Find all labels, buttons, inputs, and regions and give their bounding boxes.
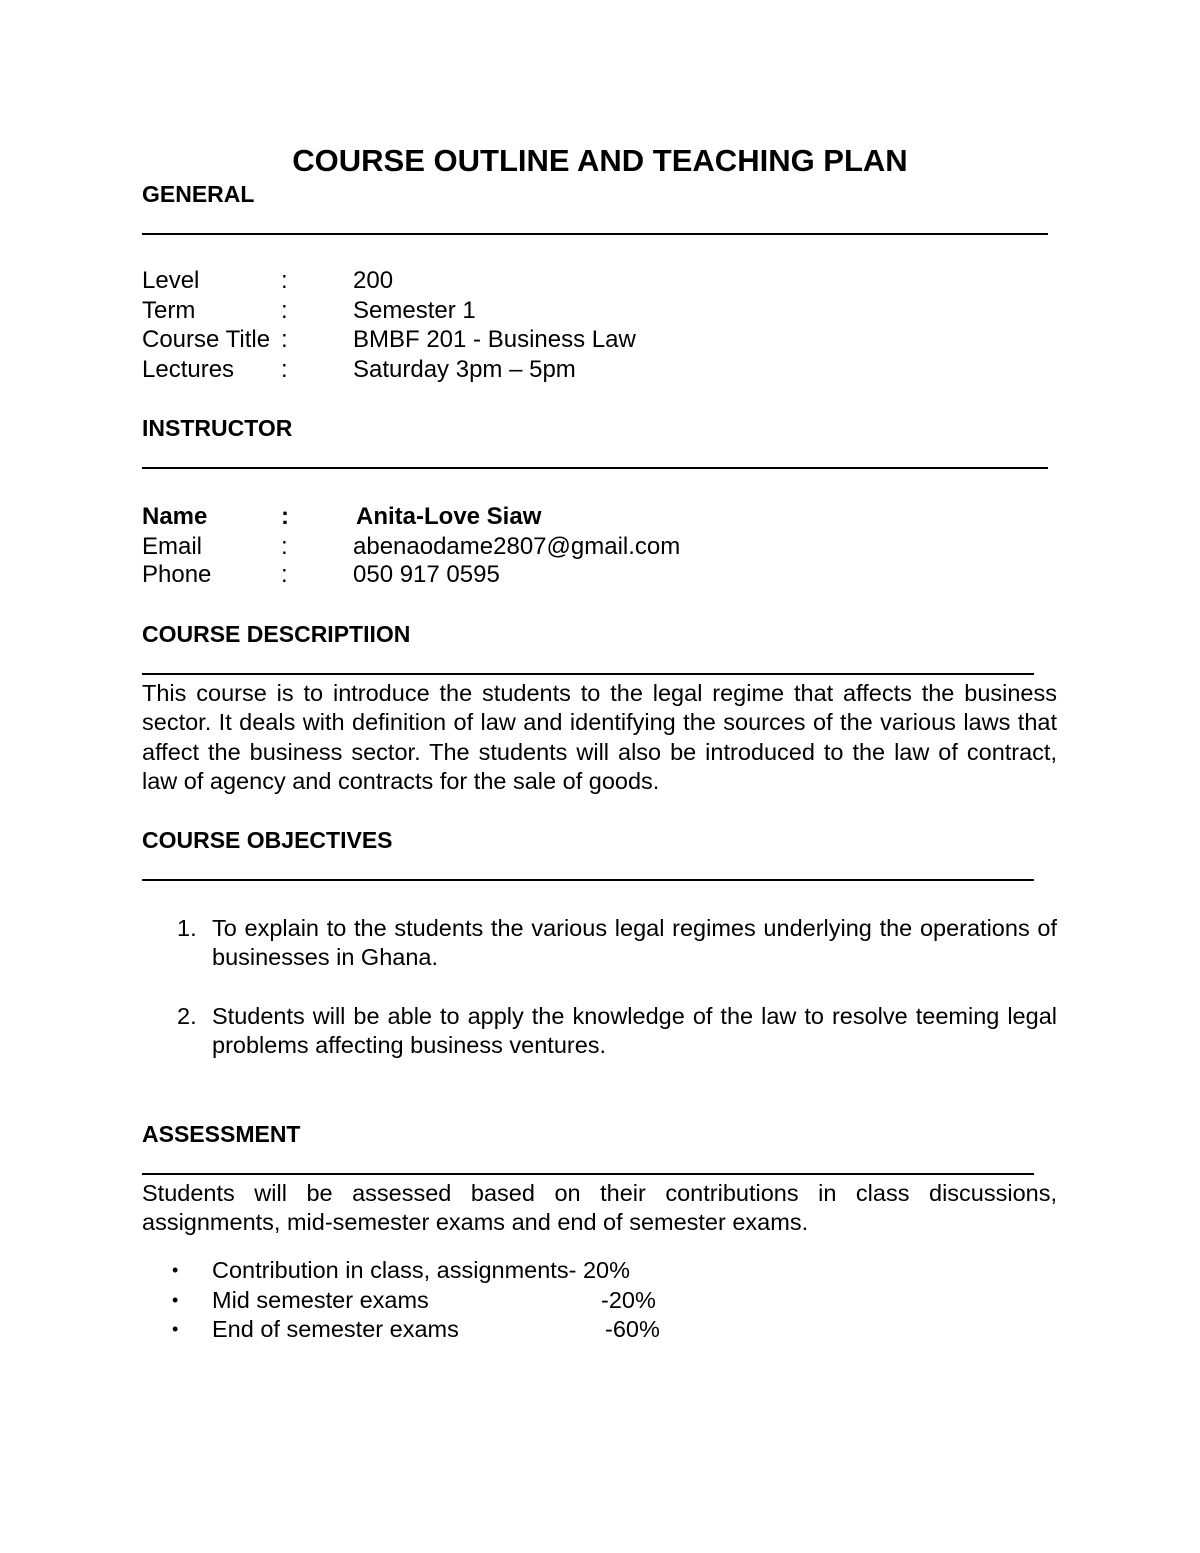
objectives-heading: COURSE OBJECTIVES — [142, 827, 393, 853]
assessment-item-label: Mid semester exams — [212, 1287, 429, 1313]
objectives-divider — [142, 879, 1034, 881]
assessment-text: Students will be assessed based on their contributions in class discussions, assignments, mid-semester exams and end of semester exams. — [142, 1180, 1057, 1236]
course-title-value: BMBF 201 - Business Law — [353, 326, 636, 353]
general-heading: GENERAL — [142, 181, 255, 207]
description-text: This course is to introduce the students to the legal regime that affects the business sector. It deals with definition of law and identifying the sources of the various laws that affect the business sector. The students will also be introduced to the law of contract, law of agency and contracts for the sale of goods. — [142, 680, 1057, 795]
course-title-colon: : — [281, 326, 288, 353]
assessment-item — [212, 1255, 630, 1285]
level-label: Level — [142, 267, 200, 294]
objective-number: 2. — [177, 1003, 197, 1029]
general-divider — [142, 233, 1048, 235]
term-colon: : — [281, 297, 288, 324]
bullet-icon: • — [172, 1319, 179, 1339]
phone-label: Phone — [142, 561, 212, 588]
term-value: Semester 1 — [353, 297, 476, 324]
course-title-label: Course Title — [142, 326, 271, 353]
description-divider — [142, 673, 1034, 675]
email-value: abenaodame2807@gmail.com — [353, 533, 681, 560]
name-value: Anita-Love Siaw — [356, 503, 542, 530]
instructor-divider — [142, 467, 1048, 469]
assessment-heading: ASSESSMENT — [142, 1121, 301, 1147]
bullet-icon: • — [172, 1290, 179, 1310]
level-colon: : — [281, 267, 288, 294]
bullet-icon: • — [172, 1260, 179, 1280]
phone-value: 050 917 0595 — [353, 561, 500, 588]
lectures-colon: : — [281, 356, 288, 383]
email-colon: : — [281, 533, 288, 560]
assessment-item-value: -60% — [605, 1316, 660, 1342]
document-title: COURSE OUTLINE AND TEACHING PLAN — [292, 143, 908, 178]
term-label: Term — [142, 297, 196, 324]
assessment-item-value: - 20% — [568, 1257, 630, 1283]
phone-colon: : — [281, 561, 288, 588]
email-label: Email — [142, 533, 203, 560]
assessment-item-label: Contribution in class, assignments — [212, 1257, 569, 1283]
assessment-divider — [142, 1173, 1034, 1175]
name-label: Name — [142, 503, 208, 530]
assessment-item-value: -20% — [601, 1287, 656, 1313]
name-colon: : — [281, 503, 289, 530]
instructor-heading: INSTRUCTOR — [142, 415, 293, 441]
lectures-label: Lectures — [142, 356, 235, 383]
objective-number: 1. — [177, 915, 197, 941]
assessment-item-label: End of semester exams — [212, 1316, 459, 1342]
objective-text: To explain to the students the various legal regimes underlying the operations of businesses in Ghana. — [212, 915, 1057, 971]
description-heading: COURSE DESCRIPTIION — [142, 621, 411, 647]
level-value: 200 — [353, 267, 394, 294]
objective-text: Students will be able to apply the knowledge of the law to resolve teeming legal problems affecting business ventures. — [212, 1003, 1057, 1059]
lectures-value: Saturday 3pm – 5pm — [353, 356, 576, 383]
